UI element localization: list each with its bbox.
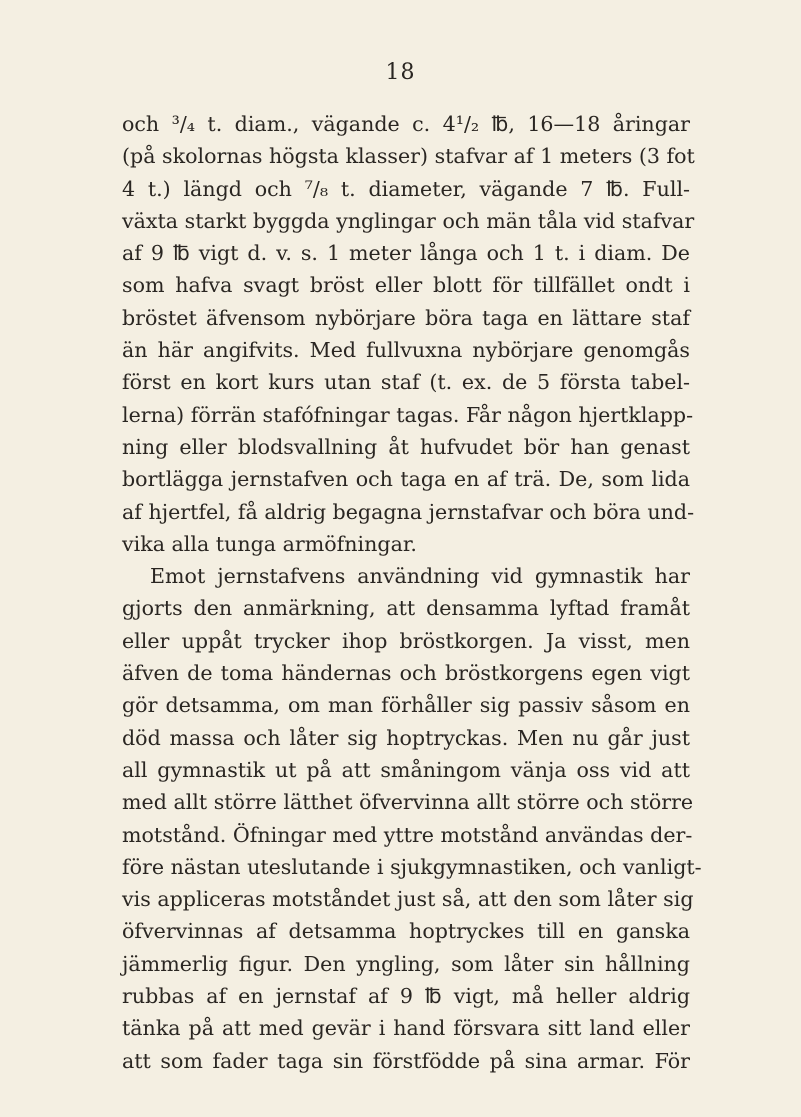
text-line: död massa och låter sig hoptryckas. Men nu går just: [122, 725, 690, 750]
text-line: lerna) förrän stafófningar tagas. Får någon hjertklapp-: [122, 402, 694, 427]
text-line: all gymnastik ut på att småningom vänja oss vid att: [122, 757, 690, 782]
text-line: tänka på att med gevär i hand försvara sitt land eller: [122, 1016, 690, 1041]
text-line: vis appliceras motståndet just så, att den som låter sig: [122, 887, 694, 912]
text-line: rubbas af en jernstaf af 9 ℔ vigt, må heller aldrig: [122, 984, 690, 1009]
text-line: gör detsamma, om man förhåller sig passiv såsom en: [122, 693, 690, 718]
text-line: än här angifvits. Med fullvuxna nybörjare genomgås: [122, 338, 690, 363]
text-line: jämmerlig figur. Den yngling, som låter sin hållning: [122, 951, 690, 976]
text-line: äfven de toma händernas och bröstkorgens egen vigt: [122, 661, 690, 686]
text-line: motstånd. Öfningar med yttre motstånd användas der-: [122, 822, 693, 847]
text-line: att som fader taga sin förstfödde på sina armar. För: [122, 1048, 690, 1073]
text-line: före nästan uteslutande i sjukgymnastiken, och vanligt-: [122, 854, 702, 879]
text-line: öfvervinnas af detsamma hoptryckes till en ganska: [122, 919, 690, 944]
text-line: gjorts den anmärkning, att densamma lyftad framåt: [122, 596, 690, 621]
text-line: och ³/₄ t. diam., vägande c. 4¹/₂ ℔, 16—18 åringar: [122, 112, 690, 136]
text-line: ning eller blodsvallning åt hufvudet bör han genast: [122, 434, 690, 459]
text-line: eller uppåt trycker ihop bröstkorgen. Ja visst, men: [122, 628, 690, 653]
text-line: först en kort kurs utan staf (t. ex. de 5 första tabel-: [122, 370, 690, 395]
text-line: bortlägga jernstafven och taga en af trä. De, som lida: [122, 467, 690, 492]
text-line: af hjertfel, få aldrig begagna jernstafvar och böra und-: [122, 499, 695, 524]
text-line: 4 t.) längd och ⁷/₈ t. diameter, vägande 7 ℔. Full-: [122, 176, 690, 201]
text-line: med allt större lätthet öfvervinna allt större och större: [122, 790, 694, 815]
text-line: som hafva svagt bröst eller blott för tillfället ondt i: [122, 273, 690, 298]
text-line: af 9 ℔ vigt d. v. s. 1 meter långa och 1 t. i diam. De: [122, 241, 690, 266]
text-line-paragraph-start: Emot jernstafvens användning vid gymnastik har: [150, 564, 690, 589]
text-line: växta starkt byggda ynglingar och män tåla vid stafvar: [122, 208, 695, 233]
text-line: bröstet äfvensom nybörjare böra taga en lättare staf: [122, 305, 690, 330]
page-number: 18: [385, 60, 416, 85]
text-line-paragraph-end: vika alla tunga armöfningar.: [122, 531, 417, 556]
text-line: (på skolornas högsta klasser) stafvar af 1 meters (3 fot: [122, 144, 695, 169]
body-text: [122, 108, 702, 1077]
